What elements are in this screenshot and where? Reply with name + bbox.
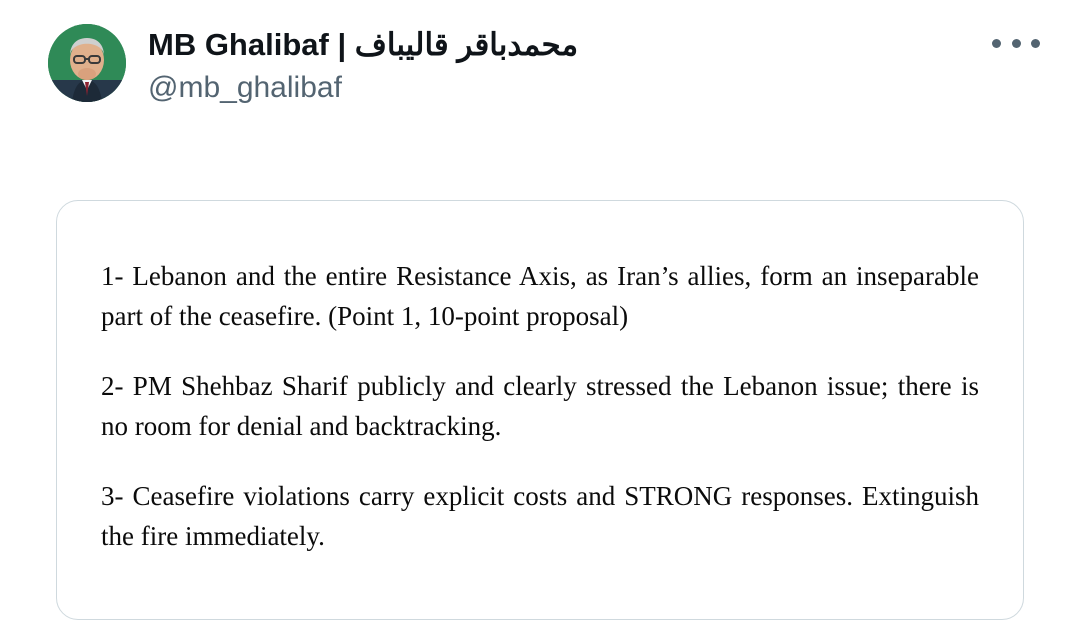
tweet-header	[0, 0, 1080, 107]
quoted-text-card[interactable]	[56, 200, 1024, 620]
dot-3	[1031, 39, 1040, 48]
profile-photo-icon	[48, 24, 126, 102]
card-paragraph: 1- Lebanon and the entire Resistance Axis, as Iran’s allies, form an inseparable part of the ceasefire. (Point 1, 10-point proposal)	[101, 261, 979, 331]
avatar[interactable]	[48, 24, 126, 102]
name-block	[148, 16, 578, 107]
more-options-icon[interactable]	[992, 28, 1040, 58]
dot-1	[992, 39, 1001, 48]
card-paragraph: 3- Ceasefire violations carry explicit costs and STRONG responses. Extinguish the fire immediately.	[101, 480, 979, 551]
card-content	[57, 201, 1023, 557]
handle: @mb_ghalibaf	[148, 71, 342, 105]
card-paragraph: 2- PM Shehbaz Sharif publicly and clearly stressed the Lebanon issue; there is no room for denial and backtracking.	[101, 370, 979, 441]
dot-2	[1012, 39, 1021, 48]
display-name: محمدباقر قالیباف | MB Ghalibaf	[148, 27, 579, 62]
